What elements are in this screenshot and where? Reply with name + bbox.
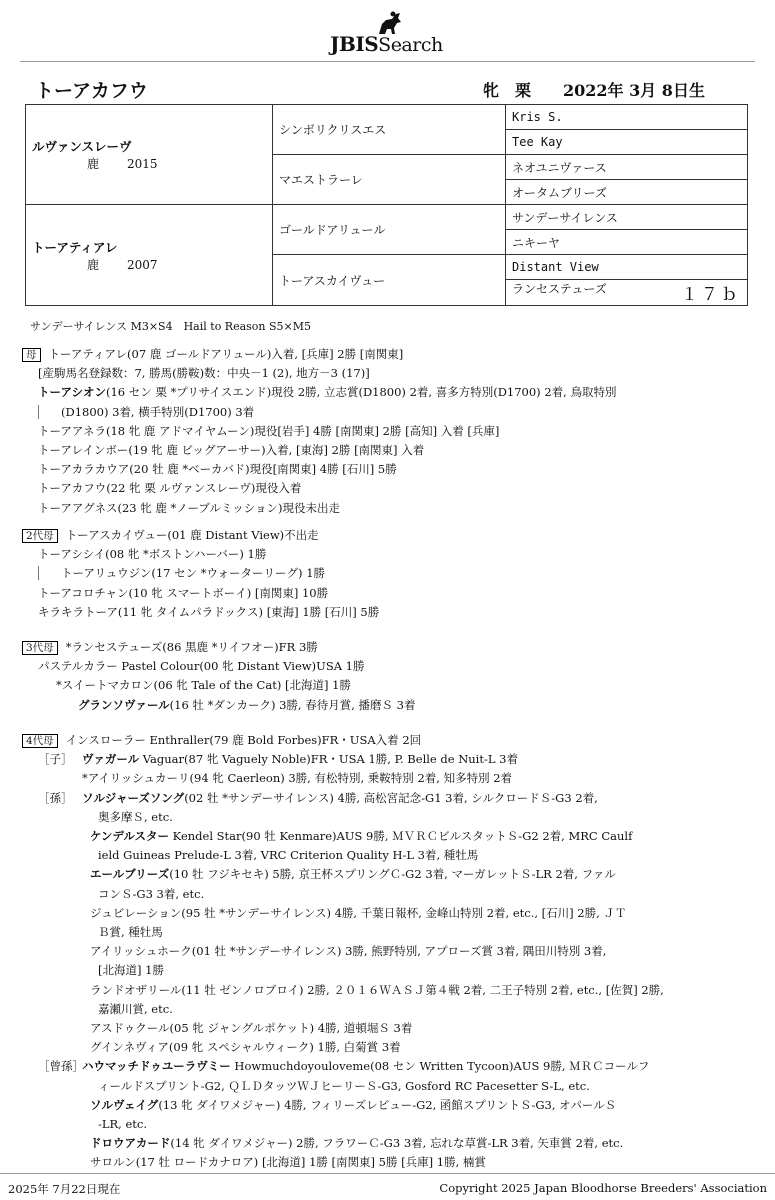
family-line xyxy=(22,904,755,923)
family-line xyxy=(22,603,755,622)
family-line xyxy=(22,422,755,441)
family-line xyxy=(22,1077,755,1096)
pedigree-g3-8[interactable]: ランセステューズ １７ｂ xyxy=(506,280,748,306)
horse-link[interactable]: ケンデルスター xyxy=(90,829,170,844)
family-line xyxy=(22,1096,755,1115)
section-4th-dam xyxy=(22,731,755,1173)
line-text: キラキラトーア(11 牝 タイムパラドックス) [東海] 1勝 [石川] 5勝 xyxy=(38,604,380,619)
line-text: ield Guineas Prelude-L 3着, VRC Criterion Quality H-L 3着, 種牡馬 xyxy=(98,848,479,863)
pedigree-g2-2[interactable]: マエストラーレ xyxy=(273,155,506,205)
horse-title-row xyxy=(35,76,755,102)
family-line xyxy=(22,981,755,1000)
sire-info: 鹿 2015 xyxy=(87,157,158,171)
family-line xyxy=(22,364,755,383)
family-line xyxy=(22,885,755,904)
family-line xyxy=(22,479,755,498)
horse-link[interactable]: グランソヴァール xyxy=(78,697,170,712)
line-text: アイリッシュホーク(01 牡 *サンデーサイレンス) 3勝, 熊野特別, アプローズ賞 3着, 隅田川特別 3着, xyxy=(90,944,607,959)
line-text: トーアアネラ(18 牝 鹿 アドマイヤムーン)現役[岩手] 4勝 [南関東] 2勝 [高知] 入着 [兵庫] xyxy=(38,423,500,438)
horse-link[interactable]: トーアシオン xyxy=(38,385,106,400)
line-text: アスドゥクール(05 牝 ジャングルポケット) 4勝, 道頓堀Ｓ 3着 xyxy=(90,1021,413,1036)
line-text: トーアカラカウア(20 牡 鹿 *ベーカバド)現役[南関東] 4勝 [石川] 5勝 xyxy=(38,462,397,477)
line-text: [北海道] 1勝 xyxy=(98,963,164,978)
family-line xyxy=(22,961,755,980)
line-text: (14 牝 ダイワメジャー) 2勝, フラワーＣ-G3 3着, 忘れな草賞-LR 3着, 矢車賞 2着, etc. xyxy=(170,1136,624,1151)
family-line xyxy=(22,383,755,402)
family-line xyxy=(22,657,755,676)
line-text: Kendel Star(90 牡 Kenmare)AUS 9勝, ＭＶＲＣビルスタットＳ-G2 2着, MRC Caulf xyxy=(169,829,633,844)
page-header xyxy=(0,0,775,70)
family-line xyxy=(22,1115,755,1134)
sire-name[interactable]: ルヴァンスレーヴ xyxy=(32,139,132,154)
pedigree-g3-4[interactable]: オータムブリーズ xyxy=(506,180,748,205)
line-text: 奥多摩Ｓ, etc. xyxy=(98,809,173,824)
family-line xyxy=(22,1038,755,1057)
section-2nd-dam xyxy=(22,526,755,622)
pedigree-table xyxy=(25,104,748,306)
generation-tag: 3代母 xyxy=(22,641,58,655)
line-text: [産駒馬名登録数：7, 勝馬(勝鞍)数：中央－1 (2), 地方－3 (17)] xyxy=(38,366,370,381)
relation-label: ［孫］ xyxy=(38,790,73,805)
horse-name: トーアカフウ xyxy=(35,80,148,102)
jbis-search-logo[interactable]: JBISSearch xyxy=(330,8,460,58)
family-line xyxy=(22,1153,755,1172)
family-line xyxy=(22,923,755,942)
horse-birthdate: 2022年 3月 8日生 xyxy=(563,81,705,100)
family-line xyxy=(22,696,755,715)
copyright: Copyright 2025 Japan Bloodhorse Breeders' Association xyxy=(439,1181,767,1195)
family-line xyxy=(22,526,755,545)
line-text: *ランセステューズ(86 黒鹿 *リイフオー)FR 3勝 xyxy=(65,640,318,654)
line-text: 嘉瀬川賞, etc. xyxy=(98,1001,173,1016)
relation-label: ［子］ xyxy=(38,752,73,767)
tree-connector xyxy=(38,566,325,580)
sire-cell xyxy=(26,105,273,205)
family-line xyxy=(22,638,755,657)
dam-cell xyxy=(26,205,273,306)
line-text: (16 セン 栗 *プリサイスエンド)現役 2勝, 立志賞(D1800) 2着, 喜多方特別(D1700) 2着, 鳥取特別 xyxy=(105,385,617,400)
family-line xyxy=(22,499,755,518)
pedigree-g3-6[interactable]: ニキーヤ xyxy=(506,230,748,255)
dam-name[interactable]: トーアティアレ xyxy=(32,239,118,255)
family-line xyxy=(22,564,755,583)
dam-info: 鹿 2007 xyxy=(87,257,158,272)
as-of-date: 2025年 7月22日現在 xyxy=(8,1182,121,1196)
pedigree-g3-5[interactable]: サンデーサイレンス xyxy=(506,205,748,230)
line-text: トーアシシイ(08 牝 *ボストンハーバー) 1勝 xyxy=(38,547,267,562)
line-text: コンＳ-G3 3着, etc. xyxy=(98,886,205,901)
family-line xyxy=(22,942,755,961)
line-text: (02 牡 *サンデーサイレンス) 4勝, 高松宮記念-G1 3着, シルクロードＳ-G3 2着, xyxy=(184,790,598,805)
family-line xyxy=(22,545,755,564)
pedigree-g2-3[interactable]: ゴールドアリュール xyxy=(273,205,506,255)
line-text: トーアカフウ(22 牝 栗 ルヴァンスレーヴ)現役入着 xyxy=(38,481,302,496)
line-text: パステルカラー Pastel Colour(00 牝 Distant View)USA 1勝 xyxy=(38,659,365,674)
footer-divider xyxy=(0,1173,775,1174)
line-text: ジュビレーション(95 牡 *サンデーサイレンス) 4勝, 千葉日報杯, 金峰山特別 2着, etc., [石川] 2勝, ＪＴ xyxy=(90,905,627,920)
family-line xyxy=(22,865,755,884)
section-dam xyxy=(22,345,755,518)
line-text: *アイリッシュカーリ(94 牝 Caerleon) 3勝, 有松特別, 乗鞍特別 2着, 知多特別 2着 xyxy=(82,771,513,786)
horse-link[interactable]: ドロウアカード xyxy=(90,1136,171,1151)
line-text: ィールドスプリント-G2, ＱＬＤタッツＷＪヒーリーＳ-G3, Gosford RC Pacesetter S-L, etc. xyxy=(98,1078,590,1093)
horse-link[interactable]: ソルジャーズソング xyxy=(82,790,185,805)
horse-link[interactable]: ハウマッチドゥユーラヴミー xyxy=(82,1059,231,1074)
family-line xyxy=(22,584,755,603)
family-line xyxy=(22,403,755,422)
line-text: グインネヴィア(09 牝 スペシャルウィーク) 1勝, 白菊賞 3着 xyxy=(90,1040,401,1055)
line-text: *スイートマカロン(06 牝 Tale of the Cat) [北海道] 1勝 xyxy=(56,678,351,693)
family-line xyxy=(22,769,755,788)
pedigree-g3-7[interactable]: Distant View xyxy=(506,255,748,280)
line-text: (13 牝 ダイワメジャー) 4勝, フィリーズレビュー-G2, 函館スプリントＳ-G3, オパールＳ xyxy=(158,1097,617,1112)
family-line xyxy=(22,1057,755,1076)
line-text: インスローラー Enthraller(79 鹿 Bold Forbes)FR・USA入着 2回 xyxy=(65,733,422,747)
pedigree-g2-1[interactable]: シンボリクリスエス xyxy=(273,105,506,155)
line-text: Vaguar(87 牝 Vaguely Noble)FR・USA 1勝, P. Belle de Nuit-L 3着 xyxy=(139,752,518,767)
family-line xyxy=(22,750,755,769)
horse-link[interactable]: エールブリーズ xyxy=(90,867,170,882)
tree-connector xyxy=(38,405,254,419)
line-text: ランドオザリール(11 牡 ゼンノロブロイ) 2勝, ２０１６ＷＡＳＪ第４戦 2着, 二王子特別 2着, etc., [佐賀] 2勝, xyxy=(90,982,664,997)
pedigree-g2-4[interactable]: トーアスカイヴュー xyxy=(273,255,506,306)
line-text: Howmuchdoyouloveme(08 セン Written Tycoon)AUS 9勝, ＭＲＣコールフ xyxy=(230,1059,650,1074)
family-line xyxy=(22,827,755,846)
family-line xyxy=(22,808,755,827)
line-text: トーアスカイヴュー(01 鹿 Distant View)不出走 xyxy=(65,528,319,542)
family-line xyxy=(22,1000,755,1019)
inbreeding-note: サンデーサイレンス M3×S4 Hail to Reason S5×M5 xyxy=(30,320,312,333)
line-text: -LR, etc. xyxy=(98,1117,148,1132)
family-line xyxy=(22,441,755,460)
family-line xyxy=(22,789,755,808)
family-line xyxy=(22,846,755,865)
line-text: トーアティアレ(07 鹿 ゴールドアリュール)入着, [兵庫] 2勝 [南関東] xyxy=(48,347,404,361)
family-line xyxy=(22,460,755,479)
pedigree-g3-2[interactable]: Tee Kay xyxy=(506,130,748,155)
section-3rd-dam xyxy=(22,638,755,715)
pedigree-g3-1[interactable]: Kris S. xyxy=(506,105,748,130)
horse-link[interactable]: ソルヴェイグ xyxy=(90,1097,159,1112)
line-text: (16 牡 *ダンカーク) 3勝, 春待月賞, 播磨Ｓ 3着 xyxy=(169,697,416,712)
horse-sex: 牝 xyxy=(483,81,500,100)
header-divider xyxy=(20,61,755,62)
generation-tag: 2代母 xyxy=(22,529,58,543)
line-text: (10 牡 フジキセキ) 5勝, 京王杯スプリングＣ-G2 3着, マーガレットＳ-LR 2着, ファル xyxy=(169,867,616,882)
line-text: トーアリュウジン(17 セン *ウォーターリーグ) 1勝 xyxy=(61,566,326,581)
line-text: Ｂ賞, 種牡馬 xyxy=(98,925,163,940)
family-number: １７ｂ xyxy=(681,285,741,305)
line-text: トーアコロチャン(10 牝 スマートボーイ) [南関東] 10勝 xyxy=(38,585,329,600)
family-line xyxy=(22,345,755,364)
line-text: トーアアグネス(23 牝 鹿 *ノーブルミッション)現役未出走 xyxy=(38,500,340,515)
pedigree-g3-3[interactable]: ネオユニヴァース xyxy=(506,155,748,180)
family-line xyxy=(22,1019,755,1038)
line-text: サロルン(17 牡 ロードカナロア) [北海道] 1勝 [南関東] 5勝 [兵庫] 1勝, 楠賞 xyxy=(90,1155,486,1170)
horse-color: 栗 xyxy=(515,81,532,100)
family-line xyxy=(22,676,755,695)
family-line xyxy=(22,1134,755,1153)
generation-tag: 4代母 xyxy=(22,734,58,748)
family-line xyxy=(22,731,755,750)
relation-label: ［曾孫］ xyxy=(38,1059,84,1074)
generation-tag: 母 xyxy=(22,348,41,362)
line-text: (D1800) 3着, 横手特別(D1700) 3着 xyxy=(61,404,255,419)
horse-link[interactable]: ヴァガール xyxy=(82,752,140,767)
line-text: トーアレインボー(19 牝 鹿 ビッグアーサー)入着, [東海] 2勝 [南関東] 入着 xyxy=(38,443,425,458)
